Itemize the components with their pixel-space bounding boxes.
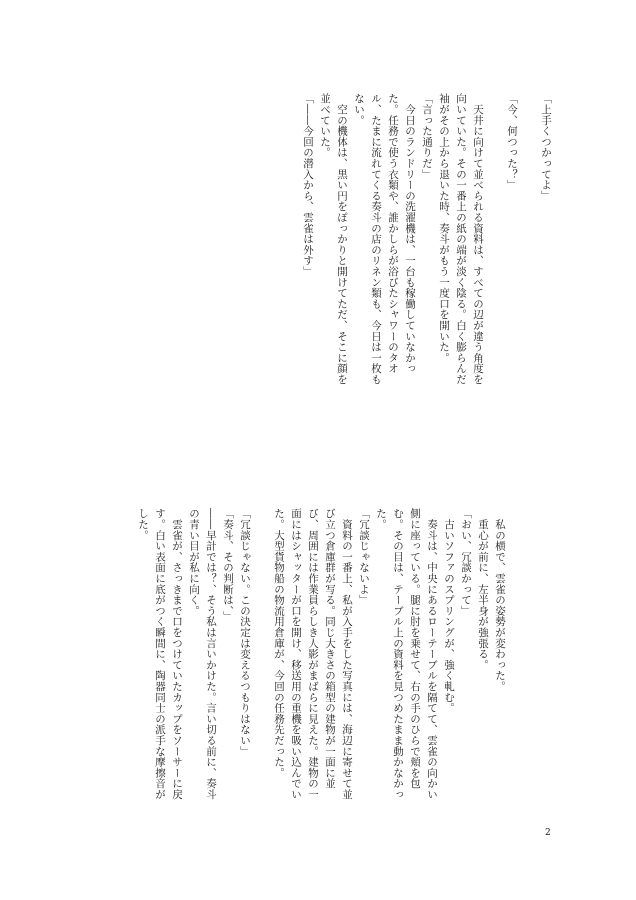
page-number: 2 [545,828,551,838]
paragraph: 「今、何つった？」 [506,93,518,191]
paragraph: 「おい、冗談かって」 [460,508,472,616]
paragraph: 雲雀が、さっきまで口をつけていたカップをソーサーに戻す。白い表面に底がつく瞬間に、陶器同士の派手な摩擦音がした。 [137,508,183,800]
paragraph: 「上手くつかってよ」 [540,93,552,201]
paragraph: 今日のランドリーの洗濯機は、一台も稼働していなかった。任務で使う衣類や、誰かしらが浴びたシャワーのタオル、たまに流れてくる奏斗の店のリネン類も、今日は一枚もない。 [353,93,416,385]
paragraph: 天井に向けて並べられる資料は、すべての辺が違う角度を向いていた。その一番上の紙の端が淡く陰る。白く膨らんだ袖がその上から退いた時、奏斗がもう一度口を開いた。 [438,93,484,385]
paragraph: 資料の一番上、私が入手をした写真には、海辺に寄せて並び立つ倉庫群が写る。同じ大きさの箱型の建物が一面に並び、周囲には作業員らしき人影がまばらに見えた。建物の一面にはシャッターが口を開け、移送用の重機を吸い込んでいた。大型貨物船の物流用倉庫が、今回の任務先だった。 [273,508,353,800]
paragraph: 「言った通りだ」 [421,93,433,180]
paragraph: 重心が前に、左半身が強張る。 [477,508,489,670]
blank-line [253,508,270,808]
blank-line [520,93,537,393]
paragraph: 「冗談じゃないよ」 [358,508,370,606]
paragraph: 古いソファのスプリングが、強く軋む。 [443,508,455,714]
lower-text-block [134,508,508,808]
paragraph: 「冗談じゃない。この決定は変えるつもりはない」 [239,508,251,757]
upper-text-block [299,93,554,393]
blank-line [486,93,503,393]
paragraph: ――早計では？、そう私は言いかけた。言い切る前に、奏斗の青い目が私に向く。 [188,508,217,800]
paragraph: 奏斗は、中央にあるローテーブルを隔てて、雲雀の向かい側に座っている。腿に肘を乗せて、右の手のひらで頬を包む。その目は、テーブル上の資料を見つめたまま動かなかった。 [375,508,438,800]
paragraph: 「――今回の潜入から、雲雀は外す」 [302,93,314,277]
paragraph: 私の横で、雲雀の姿勢が変わった。 [494,508,506,692]
paragraph: 「奏斗、その判断は、」 [222,508,234,622]
paragraph: 空の機体は、黒い円をぽっかりと開けてただ、そこに顔を並べていた。 [319,93,348,385]
